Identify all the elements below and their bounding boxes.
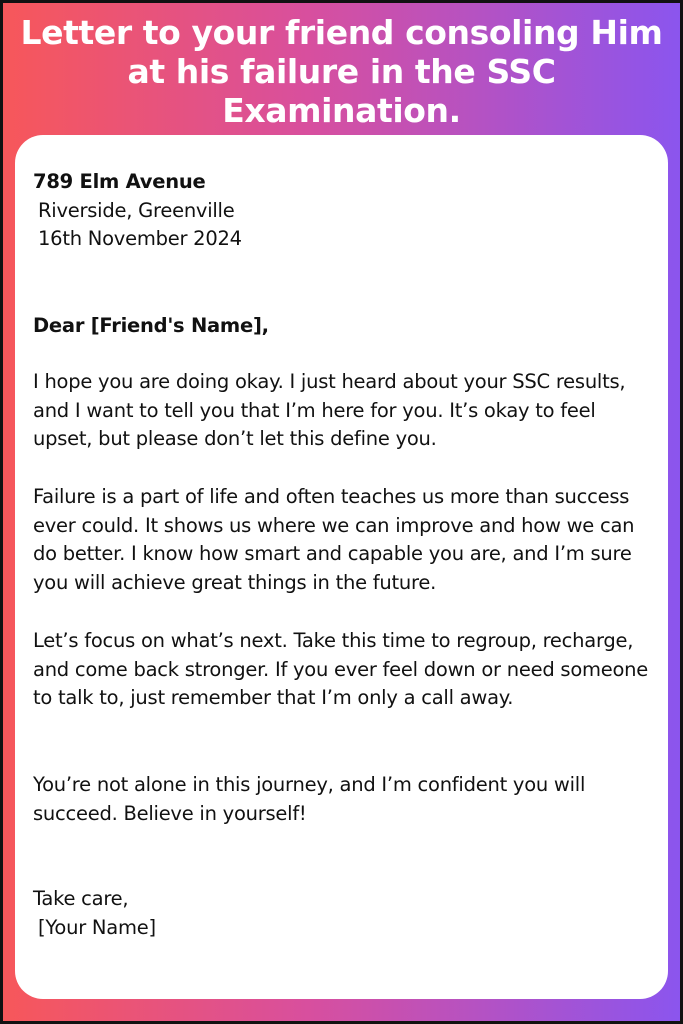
sender-address-street: 789 Elm Avenue — [33, 170, 206, 193]
sender-address-city: Riverside, Greenville — [38, 199, 235, 222]
signature: [Your Name] — [38, 916, 156, 939]
page-title: Letter to your friend consoling Him at his failure in the SSC Examination. — [20, 13, 663, 130]
paragraph-4: You’re not alone in this journey, and I’m confident you will succeed. Believe in yourself! — [33, 773, 586, 825]
letter-date: 16th November 2024 — [38, 227, 242, 250]
paragraph-1: I hope you are doing okay. I just heard about your SSC results, and I want to tell you that I’m here for you. It’s okay to feel upset, but please don’t let this define you. — [33, 370, 626, 451]
paragraph-2: Failure is a part of life and often teaches us more than success ever could. It shows us where we can improve and how we can do better. I know how smart and capable you are, and I’m sure you will achieve great things in the future. — [33, 485, 635, 594]
closing: Take care, — [33, 887, 129, 910]
letter-card — [15, 135, 668, 999]
paragraph-3: Let’s focus on what’s next. Take this time to regroup, recharge, and come back stronger. If you ever feel down or need someone to talk to, just remember that I’m only a call away. — [33, 629, 649, 710]
salutation: Dear [Friend's Name], — [33, 314, 269, 337]
